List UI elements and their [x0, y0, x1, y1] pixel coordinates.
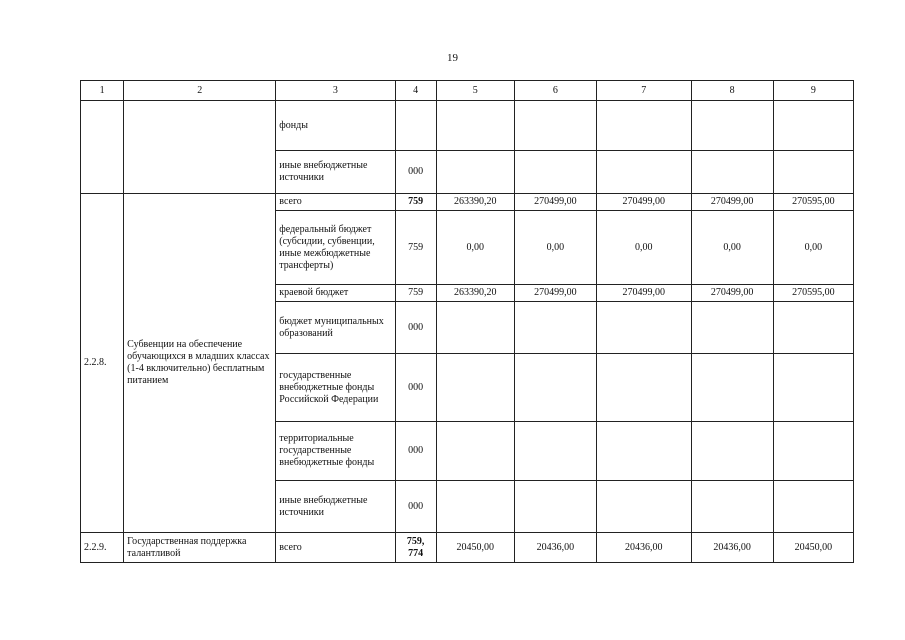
table-row [81, 533, 854, 563]
row-name-cell: Субвенции на обеспечение обучающихся в младших классах (1-4 включительно) бесплатным питанием [124, 194, 276, 533]
header-cell: 4 [395, 81, 436, 101]
source-cell: краевой бюджет [276, 285, 395, 302]
value-cell [514, 101, 596, 151]
table-row [81, 101, 854, 151]
value-cell [773, 481, 853, 533]
value-cell [436, 151, 514, 194]
code-cell: 759 [395, 211, 436, 285]
header-cell: 2 [124, 81, 276, 101]
header-cell: 9 [773, 81, 853, 101]
value-cell: 263390,20 [436, 285, 514, 302]
value-cell: 20436,00 [691, 533, 773, 563]
value-cell: 270499,00 [596, 285, 691, 302]
source-cell: иные внебюджетные источники [276, 481, 395, 533]
value-cell [596, 422, 691, 481]
value-cell: 20450,00 [436, 533, 514, 563]
row-number-cell [81, 101, 124, 194]
value-cell: 20450,00 [773, 533, 853, 563]
header-cell: 1 [81, 81, 124, 101]
value-cell: 270499,00 [514, 194, 596, 211]
source-cell: иные внебюджетные источники [276, 151, 395, 194]
value-cell [596, 302, 691, 354]
header-cell: 7 [596, 81, 691, 101]
value-cell: 270595,00 [773, 194, 853, 211]
value-cell [596, 151, 691, 194]
value-cell: 263390,20 [436, 194, 514, 211]
value-cell: 270499,00 [691, 285, 773, 302]
code-cell: 000 [395, 151, 436, 194]
value-cell [691, 354, 773, 422]
value-cell [514, 354, 596, 422]
source-cell: федеральный бюджет (субсидии, субвенции, иные межбюджетные трансферты) [276, 211, 395, 285]
code-cell [395, 101, 436, 151]
header-cell: 8 [691, 81, 773, 101]
code-cell: 759 [395, 285, 436, 302]
code-cell: 000 [395, 481, 436, 533]
code-cell: 759 [395, 194, 436, 211]
value-cell [436, 101, 514, 151]
code-cell: 000 [395, 422, 436, 481]
header-cell: 6 [514, 81, 596, 101]
row-name-cell [124, 101, 276, 194]
table-row [81, 194, 854, 211]
value-cell [514, 302, 596, 354]
value-cell [514, 481, 596, 533]
page-number: 19 [447, 52, 458, 64]
value-cell [514, 422, 596, 481]
value-cell: 270499,00 [514, 285, 596, 302]
value-cell [436, 354, 514, 422]
header-cell: 3 [276, 81, 395, 101]
value-cell: 0,00 [436, 211, 514, 285]
value-cell: 270595,00 [773, 285, 853, 302]
budget-table [80, 80, 854, 563]
value-cell [773, 422, 853, 481]
row-number-cell: 2.2.9. [81, 533, 124, 563]
value-cell [691, 101, 773, 151]
value-cell: 270499,00 [596, 194, 691, 211]
source-cell: всего [276, 194, 395, 211]
code-cell: 000 [395, 354, 436, 422]
value-cell [773, 354, 853, 422]
value-cell [596, 481, 691, 533]
value-cell [773, 302, 853, 354]
source-cell: бюджет муниципальных образований [276, 302, 395, 354]
value-cell [691, 481, 773, 533]
value-cell: 270499,00 [691, 194, 773, 211]
value-cell [436, 302, 514, 354]
value-cell: 0,00 [514, 211, 596, 285]
value-cell [691, 302, 773, 354]
value-cell [514, 151, 596, 194]
value-cell [596, 101, 691, 151]
header-cell: 5 [436, 81, 514, 101]
row-name-cell: Государственная поддержка талантливой [124, 533, 276, 563]
value-cell [596, 354, 691, 422]
code-cell: 759, 774 [395, 533, 436, 563]
value-cell: 0,00 [691, 211, 773, 285]
code-cell: 000 [395, 302, 436, 354]
source-cell: фонды [276, 101, 395, 151]
value-cell [773, 101, 853, 151]
value-cell [436, 422, 514, 481]
row-number-cell: 2.2.8. [81, 194, 124, 533]
value-cell [691, 422, 773, 481]
value-cell [436, 481, 514, 533]
value-cell [691, 151, 773, 194]
value-cell: 0,00 [773, 211, 853, 285]
value-cell [773, 151, 853, 194]
source-cell: всего [276, 533, 395, 563]
header-row [81, 81, 854, 101]
value-cell: 0,00 [596, 211, 691, 285]
source-cell: государственные внебюджетные фонды Российской Федерации [276, 354, 395, 422]
source-cell: территориальные государственные внебюджетные фонды [276, 422, 395, 481]
value-cell: 20436,00 [596, 533, 691, 563]
value-cell: 20436,00 [514, 533, 596, 563]
